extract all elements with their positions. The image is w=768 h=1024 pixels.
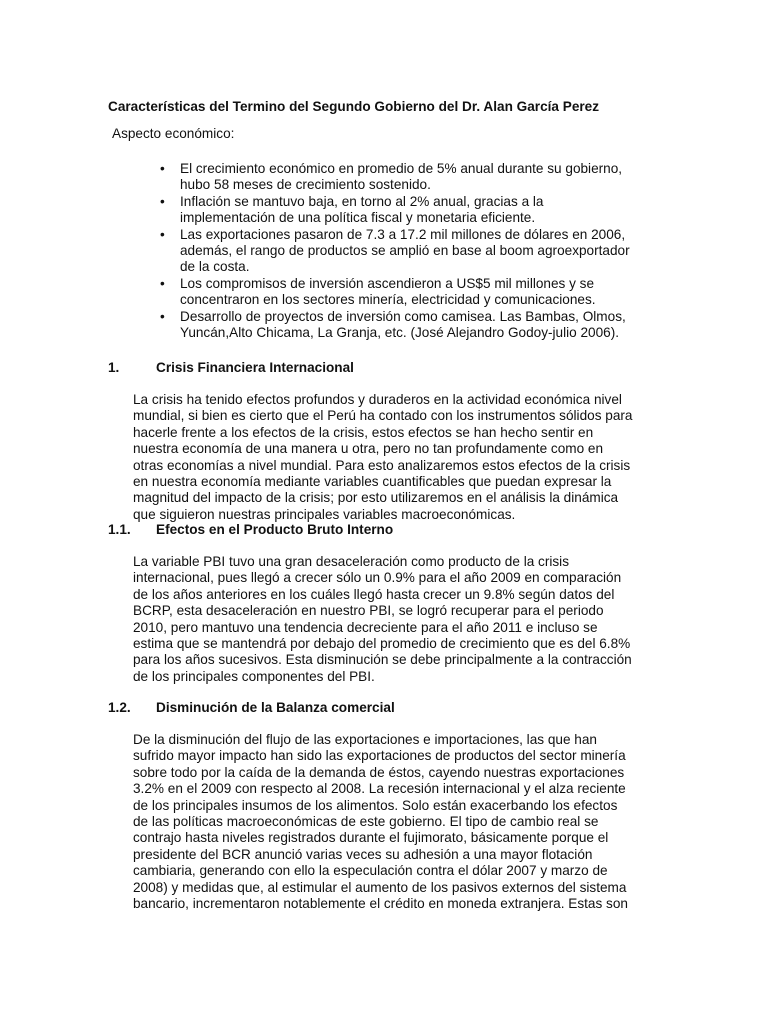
bullet-icon: • (160, 226, 165, 242)
bullet-line: El crecimiento económico en promedio de 5% anual durante su gobierno, (180, 161, 623, 176)
section-number: 1.1. (108, 522, 131, 537)
paragraph-line: de los principales insumos de los alimentos. Solo están exacerbando los efectos (133, 797, 618, 813)
section-heading: Disminución de la Balanza comercial (156, 700, 395, 715)
paragraph-line: De la disminución del flujo de las exportaciones e importaciones, las que han (133, 732, 597, 747)
paragraph-line: de los principales componentes del PBI. (133, 668, 375, 684)
bullet-list (160, 161, 630, 341)
paragraph-line: 2008) y medidas que, al estimular el aumento de los pasivos externos del sistema (133, 879, 627, 895)
bullet-line: Yuncán,Alto Chicama, La Granja, etc. (José Alejandro Godoy-julio 2006). (180, 324, 620, 340)
paragraph-line: cambiaria, generando con ello la especulación contra el dólar 2007 y marzo de (133, 863, 608, 879)
paragraph-line: en nuestra economía mediante variables cuantificables que puedan expresar la (133, 473, 612, 489)
paragraph-line: 3.2% en el 2009 con respecto al 2008. La recesión internacional y el alza reciente (133, 781, 626, 797)
paragraph-line: bancario, incrementaron notablemente el crédito en moneda extranjera. Estas son (133, 895, 628, 911)
bullet-line: además, el rango de productos se amplió en base al boom agroexportador (180, 242, 630, 258)
bullet-line: Inflación se mantuvo baja, en torno al 2% anual, gracias a la (180, 193, 544, 209)
bullet-icon: • (160, 308, 165, 324)
paragraph-line: La variable PBI tuvo una gran desaceleración como producto de la crisis (133, 554, 570, 569)
section-paragraph (133, 732, 628, 912)
bullet-icon: • (160, 193, 165, 209)
paragraph-line: internacional, pues llegó a crecer sólo un 0.9% para el año 2009 en comparación (133, 570, 622, 586)
paragraph-line: que siguieron nuestras principales variables macroeconómicas. (133, 506, 516, 522)
section-heading: Crisis Financiera Internacional (156, 360, 354, 375)
bullet-icon: • (160, 161, 165, 176)
bullet-line: concentraron en los sectores minería, electricidad y comunicaciones. (180, 292, 596, 308)
bullet-line: Los compromisos de inversión ascendieron a US$5 mil millones y se (180, 275, 595, 291)
section-paragraph (133, 392, 632, 523)
paragraph-line: 2010, pero mantuvo una tendencia decreciente para el año 2011 e incluso se (133, 619, 598, 635)
section-paragraph (133, 554, 632, 685)
section-number: 1. (108, 360, 120, 375)
bullet-item (160, 275, 630, 309)
bullet-line: hubo 58 meses de crecimiento sostenido. (180, 177, 431, 193)
paragraph-line: presidente del BCR anunció varias veces su adhesión a una mayor flotación (133, 846, 593, 862)
paragraph-line: de los años anteriores en los cuáles llegó hasta crecer un 9.8% según datos del (133, 586, 615, 602)
bullet-item (160, 226, 630, 276)
subtitle: Aspecto económico: (112, 126, 235, 141)
bullet-icon: • (160, 275, 165, 291)
paragraph-line: para los años sucesivos. Esta disminución se debe principalmente a la contracción (133, 652, 632, 668)
paragraph-line: mundial, si bien es cierto que el Perú ha contado con los instrumentos sólidos para (133, 408, 633, 424)
bullet-item (160, 308, 630, 342)
bullet-item (160, 161, 630, 194)
bullet-item (160, 193, 630, 227)
paragraph-line: La crisis ha tenido efectos profundos y duraderos en la actividad económica nivel (133, 392, 622, 407)
paragraph-line: nuestra economía de una manera u otra, pero no tan profundamente como en (133, 441, 604, 457)
section-heading: Efectos en el Producto Bruto Interno (156, 522, 394, 537)
paragraph-line: sobre todo por la caída de la demanda de éstos, cayendo nuestras exportaciones (133, 764, 625, 780)
section-number: 1.2. (108, 700, 131, 715)
paragraph-line: sufrido mayor impacto han sido las exportaciones de productos del sector minería (133, 748, 626, 764)
paragraph-line: contrajo hasta niveles registrados durante el fujimorato, básicamente porque el (133, 830, 609, 846)
document-title: Características del Termino del Segundo Gobierno del Dr. Alan García Perez (108, 99, 600, 114)
paragraph-line: BCRP, esta desaceleración en nuestro PBI, se logró recuperar para el periodo (133, 603, 604, 619)
bullet-line: Desarrollo de proyectos de inversión como camisea. Las Bambas, Olmos, (180, 308, 626, 324)
paragraph-line: estima que se mantendrá por debajo del promedio de crecimiento que es del 6.8% (133, 635, 631, 651)
paragraph-line: otras economías a nivel mundial. Para esto analizaremos estos efectos de la crisis (133, 457, 631, 473)
paragraph-line: hacerle frente a los efectos de la crisis, estos efectos se han hecho sentir en (133, 424, 594, 440)
bullet-line: de la costa. (180, 259, 250, 275)
paragraph-line: de las políticas macroeconómicas de este gobierno. El tipo de cambio real se (133, 813, 599, 829)
paragraph-line: magnitud del impacto de la crisis; por esto utilizaremos en el análisis la dinámica (133, 490, 619, 506)
bullet-line: implementación de una política fiscal y monetaria eficiente. (180, 210, 536, 226)
bullet-line: Las exportaciones pasaron de 7.3 a 17.2 mil millones de dólares en 2006, (180, 226, 626, 242)
